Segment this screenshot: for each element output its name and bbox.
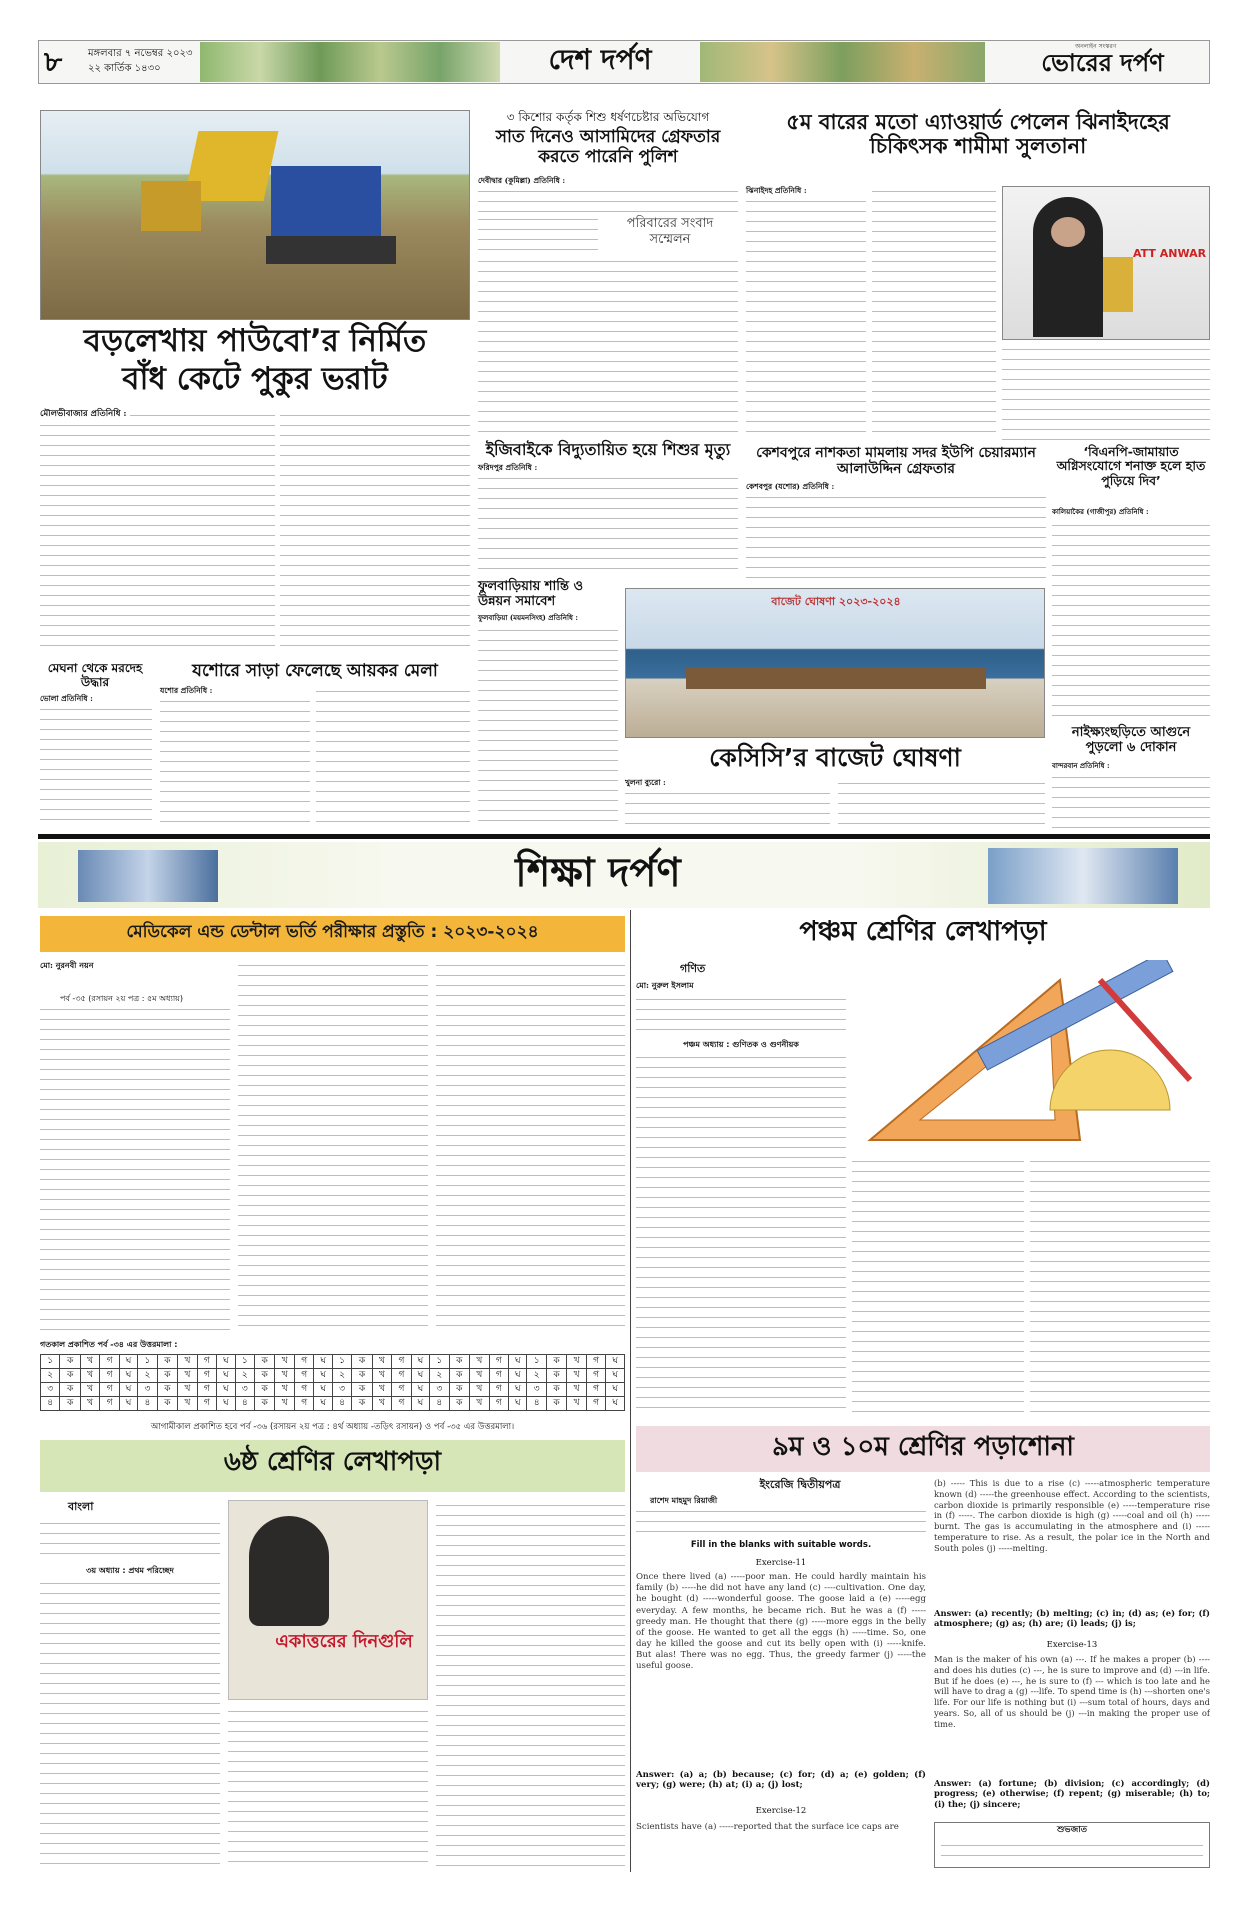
jessore-body-col1 (160, 696, 310, 824)
class5-subject: গণিত (680, 962, 706, 975)
answer-cell: খ (80, 1355, 100, 1369)
dam-byline: মৌলভীবাজার প্রতিনিধি : (40, 409, 127, 419)
answer-cell: ১ (138, 1355, 157, 1369)
answer-cell: ঘ (314, 1355, 332, 1369)
answer-cell: গ (392, 1355, 411, 1369)
answer-cell: ক (60, 1397, 81, 1411)
class9-intro (636, 1506, 926, 1536)
answer-cell: ৩ (41, 1383, 60, 1397)
answer-cell: ৩ (527, 1383, 546, 1397)
answer-cell: ঘ (119, 1383, 137, 1397)
answer-cell: ক (352, 1369, 373, 1383)
answer-cell: গ (294, 1397, 313, 1411)
answer-cell: ক (449, 1383, 470, 1397)
child-rape-inset: পরিবারের সংবাদ সম্মেলন (626, 216, 714, 248)
class9-author: রাশেদ মাহমুদ রিয়াজী (650, 1495, 718, 1505)
answer-cell: ঘ (217, 1355, 235, 1369)
answer-cell: ঘ (119, 1355, 137, 1369)
answer-cell: গ (392, 1369, 411, 1383)
award-body-col1 (746, 196, 866, 440)
geometry-illustration (850, 960, 1210, 1150)
answer-cell: ক (449, 1355, 470, 1369)
paper-tagline: অনলাইন সংস্করণ (1075, 43, 1117, 50)
answer-cell: ক (352, 1355, 373, 1369)
answer-cell: গ (197, 1397, 216, 1411)
answer-cell: খ (470, 1369, 490, 1383)
fulbari-byline: ফুলবাড়িয়া (ময়মনসিংহ) প্রতিনিধি : (478, 613, 578, 622)
class5-author: মো: নুরুল ইসলাম (636, 980, 694, 990)
award-headline: ৫ম বারের মতো এ্যাওয়ার্ড পেলেন ঝিনাইদহের চিকিৎসক শামীমা সুলতানা (786, 110, 1170, 159)
class6-body-col1 (40, 1578, 220, 1868)
answer-cell: গ (489, 1355, 508, 1369)
class9-col3-text: (b) ----- This is due to a rise (c) -----atmospheric temperature known (d) -----the greenhouse effect. According to the scientists, carbon dioxide is primarily responsible (e) -----temperature rise in (f) -----. The carbon dioxide is high (g) -----coal and oil (h) -----burnt. The gas is accumulating in the atmosphere and (i) -----temperature to rise. As a result, the polar ice in the North and South poles (j) -----melting. (934, 1478, 1210, 1553)
answer-cell: ক (60, 1355, 81, 1369)
class9-ex11-title: Exercise-11 (755, 1558, 807, 1568)
jessore-headline: যশোরে সাড়া ফেলেছে আয়কর মেলা (192, 661, 438, 681)
answer-cell: ঘ (411, 1355, 429, 1369)
answer-cell: ঘ (509, 1397, 527, 1411)
masthead-photo-strip-left (200, 42, 500, 82)
answer-cell: খ (372, 1397, 392, 1411)
shiksha-banner (38, 842, 1210, 908)
class9-title-bar (636, 1426, 1210, 1472)
kcc-byline: খুলনা ব্যুরো : (625, 778, 666, 787)
answer-cell: ক (157, 1355, 178, 1369)
answer-cell: গ (100, 1369, 119, 1383)
fulbari-body (478, 625, 618, 825)
medical-title: মেডিকেল এন্ড ডেন্টাল ভর্তি পরীক্ষার প্রস্তুতি : ২০২৩-২০২৪ (126, 922, 539, 942)
answer-cell: ক (546, 1355, 567, 1369)
class6-body-col3 (436, 1500, 625, 1868)
answer-cell: ২ (430, 1369, 449, 1383)
class9-ex13-answer: Answer: (a) fortune; (b) division; (c) accordingly; (d) progress; (e) otherwise; (f) repent; (g) miserable; (h) to; (i) the; (j) sincere; (934, 1778, 1210, 1809)
answer-cell: ক (352, 1383, 373, 1397)
answer-cell: খ (80, 1397, 100, 1411)
answer-cell: খ (275, 1355, 295, 1369)
answer-row (41, 1369, 625, 1383)
answer-cell: ১ (527, 1355, 546, 1369)
answer-cell: খ (178, 1369, 198, 1383)
class5-intro (636, 994, 846, 1034)
answer-cell: ঘ (606, 1383, 625, 1397)
dam-body-col1a (40, 420, 130, 652)
child-rape-body (478, 256, 738, 436)
answer-cell: গ (586, 1383, 605, 1397)
class9-ex11-text: Once there lived (a) -----poor man. He could hardly maintain his family (b) -----he did not have any land (c) ----cultivation. One day, he bought (d) -----wonderful goose. The goose laid a (e) -----egg everyday. A few months, he became rich. But he was a (f) -----greedy man. He thought that there (g) -----more eggs in the belly of the goose. He wanted to get all the eggs (h) -----time. So, one day he killed the goose and cut its belly open with (i) -----knife. But alas! There was no egg. Thus, the greedy farmer (j) -----the useful goose. (636, 1572, 926, 1672)
answer-cell: ঘ (509, 1369, 527, 1383)
answer-cell: খ (470, 1383, 490, 1397)
answer-cell: ঘ (314, 1383, 332, 1397)
answer-cell: ১ (332, 1355, 351, 1369)
answer-cell: খ (567, 1355, 587, 1369)
class9-col3-answer: Answer: (a) recently; (b) melting; (c) in; (d) as; (e) for; (f) atmosphere; (g) as; (h) are; (i) leads; (j) is; (934, 1608, 1210, 1629)
answer-cell: ঘ (217, 1397, 235, 1411)
medical-title-bar (40, 916, 625, 952)
answer-cell: খ (275, 1383, 295, 1397)
answer-cell: গ (100, 1355, 119, 1369)
answer-cell: ঘ (314, 1397, 332, 1411)
kcc-body-col2 (838, 778, 1045, 828)
keshabpur-byline: কেশবপুর (যশোর) প্রতিনিধি : (746, 482, 835, 491)
answer-cell: খ (178, 1383, 198, 1397)
class9-instruction: Fill in the blanks with suitable words. (690, 1540, 872, 1550)
answer-cell: ঘ (411, 1383, 429, 1397)
class9-title: ৯ম ও ১০ম শ্রেণির পড়াশোনা (772, 1432, 1074, 1462)
answer-cell: গ (100, 1397, 119, 1411)
class5-chapter: পঞ্চম অধ্যায় : গুণিতক ও গুণনীয়ক (683, 1040, 799, 1049)
jessore-byline: যশোর প্রতিনিধি : (160, 686, 213, 695)
answer-cell: ৪ (235, 1397, 254, 1411)
fulbari-headline: ফুলবাড়িয়ায় শান্তি ও উন্নয়ন সমাবেশ (478, 579, 584, 609)
class5-questions-col1 (636, 1052, 846, 1412)
keshabpur-body (746, 492, 1046, 582)
answer-cell: ক (254, 1383, 275, 1397)
answer-cell: খ (470, 1355, 490, 1369)
fire-body (1052, 772, 1210, 828)
answer-cell: গ (586, 1397, 605, 1411)
answer-cell: গ (489, 1383, 508, 1397)
answer-cell: খ (470, 1397, 490, 1411)
answer-cell: ক (157, 1369, 178, 1383)
answer-cell: গ (294, 1355, 313, 1369)
date-line-bangla: ২২ কার্তিক ১৪৩০ (88, 63, 161, 74)
kcc-headline: কেসিসি’র বাজেট ঘোষণা (709, 743, 961, 772)
answer-cell: ঘ (411, 1369, 429, 1383)
answer-cell: গ (294, 1369, 313, 1383)
answer-cell: গ (489, 1369, 508, 1383)
notice-title: শুভজাত (1056, 1825, 1088, 1835)
class6-title: ৬ষ্ঠ শ্রেণির লেখাপড়া (223, 1447, 442, 1477)
answer-cell: খ (275, 1397, 295, 1411)
answer-cell: ক (254, 1397, 275, 1411)
answer-row (41, 1397, 625, 1411)
answer-cell: ১ (430, 1355, 449, 1369)
class6-chapter: ৩য় অধ্যায় : প্রথম পরিচ্ছেদ (86, 1566, 174, 1575)
dam-body-col2 (280, 410, 470, 652)
class6-book-cover (228, 1500, 428, 1700)
kcc-budget-photo (625, 588, 1045, 738)
answer-cell: গ (197, 1355, 216, 1369)
answer-cell: ৩ (138, 1383, 157, 1397)
answer-cell: ক (449, 1397, 470, 1411)
answer-cell: ঘ (217, 1383, 235, 1397)
answer-cell: ৪ (41, 1397, 60, 1411)
answer-row (41, 1355, 625, 1369)
answer-cell: ক (352, 1397, 373, 1411)
answer-cell: খ (80, 1369, 100, 1383)
answer-cell: ক (546, 1369, 567, 1383)
award-byline: ঝিনাইদহ প্রতিনিধি : (746, 186, 807, 195)
section-title: দেশ দর্পণ (548, 43, 652, 76)
medical-answers-table (40, 1354, 625, 1411)
class6-body-col2 (228, 1706, 428, 1868)
answer-cell: ঘ (509, 1355, 527, 1369)
fire-byline: বান্দরবান প্রতিনিধি : (1052, 761, 1110, 770)
class5-questions-col3 (1030, 1156, 1210, 1416)
answer-cell: ১ (235, 1355, 254, 1369)
meghna-byline: ভোলা প্রতিনিধি : (40, 694, 93, 703)
award-photo (1002, 186, 1210, 340)
excavator-photo (40, 110, 470, 320)
answer-cell: ৩ (430, 1383, 449, 1397)
electric-body (478, 473, 738, 575)
bnp-jamaat-headline: ‘বিএনপি-জামায়াত অগ্নিসংযোগে শনাক্ত হলে হাত পুড়িয়ে দিব’ (1056, 444, 1206, 488)
electric-headline: ইজিবাইকে বিদ্যুতায়িত হয়ে শিশুর মৃত্যু (485, 440, 731, 459)
section-divider (38, 834, 1210, 839)
answer-cell: ২ (332, 1369, 351, 1383)
award-body-col2 (872, 186, 996, 440)
answer-cell: ক (157, 1397, 178, 1411)
answer-cell: ঘ (119, 1369, 137, 1383)
answer-cell: খ (372, 1355, 392, 1369)
answer-cell: ক (157, 1383, 178, 1397)
child-rape-body-top (478, 186, 738, 214)
answer-cell: গ (197, 1369, 216, 1383)
child-rape-kicker: ৩ কিশোর কর্তৃক শিশু ধর্ষণচেষ্টার অভিযোগ (506, 110, 710, 124)
answer-cell: গ (586, 1369, 605, 1383)
medical-author: মো: নুরনবী নয়ন (40, 960, 94, 970)
medical-answers-title: গতকাল প্রকাশিত পর্ব -৩৪ এর উত্তরমালা : (40, 1340, 178, 1349)
bnp-jamaat-body (1052, 520, 1210, 720)
answer-cell: ঘ (411, 1397, 429, 1411)
answer-cell: ঘ (606, 1397, 625, 1411)
answer-cell: ক (60, 1369, 81, 1383)
answer-cell: খ (372, 1369, 392, 1383)
answer-cell: খ (178, 1397, 198, 1411)
answer-cell: ক (60, 1383, 81, 1397)
answer-cell: ক (546, 1397, 567, 1411)
meghna-headline: মেঘনা থেকে মরদেহ উদ্ধার (47, 661, 143, 689)
class6-subject: বাংলা (68, 1500, 94, 1513)
kcc-photo-caption: বাজেট ঘোষণা ২০২৩-২০২৪ (771, 595, 901, 608)
child-rape-byline: দেবীদ্বার (কুমিল্লা) প্রতিনিধি : (478, 176, 566, 185)
meghna-body (40, 704, 152, 824)
answer-cell: ঘ (314, 1369, 332, 1383)
answer-row (41, 1383, 625, 1397)
answer-cell: ৪ (527, 1397, 546, 1411)
medical-questions-col1 (40, 1004, 230, 1334)
page-number: ৮ (44, 45, 63, 78)
medical-questions-col2 (238, 960, 428, 1334)
date-line: মঙ্গলবার ৭ নভেম্বর ২০২৩ (88, 48, 193, 59)
class5-title: পঞ্চম শ্রেণির লেখাপড়া (799, 916, 1047, 947)
class9-ex13-title: Exercise-13 (1046, 1640, 1098, 1650)
answer-cell: ২ (235, 1369, 254, 1383)
notice-box (934, 1822, 1210, 1868)
jessore-body-col2 (316, 686, 470, 824)
award-photo-caption: ATT ANWAR (1133, 247, 1207, 260)
class9-subject: ইংরেজি দ্বিতীয়পত্র (759, 1478, 841, 1491)
answer-cell: খ (275, 1369, 295, 1383)
answer-cell: ক (254, 1355, 275, 1369)
class6-book-title: একাত্তরের দিনগুলি (275, 1631, 413, 1652)
answer-cell: ক (449, 1369, 470, 1383)
answer-cell: ঘ (119, 1397, 137, 1411)
answer-cell: গ (100, 1383, 119, 1397)
answer-cell: ঘ (217, 1369, 235, 1383)
answer-cell: গ (392, 1383, 411, 1397)
class9-ex12-text: Scientists have (a) -----reported that the surface ice caps are (636, 1822, 899, 1832)
answer-cell: খ (178, 1355, 198, 1369)
award-body-col3 (1002, 344, 1210, 440)
keshabpur-headline: কেশবপুরে নাশকতা মামলায় সদর ইউপি চেয়ারম্যান আলাউদ্দিন গ্রেফতার (756, 445, 1036, 478)
child-rape-headline: সাত দিনেও আসামিদের গ্রেফতার করতে পারেনি পুলিশ (495, 127, 721, 167)
bnp-jamaat-byline: কালিয়াকৈর (গাজীপুর) প্রতিনিধি : (1052, 507, 1149, 516)
class6-title-bar (40, 1440, 625, 1492)
answer-cell: ৪ (332, 1397, 351, 1411)
answer-cell: ঘ (606, 1355, 625, 1369)
answer-cell: খ (567, 1369, 587, 1383)
answer-cell: ৪ (430, 1397, 449, 1411)
fire-headline: নাইক্ষ্যংছড়িতে আগুনে পুড়লো ৬ দোকান (1071, 725, 1191, 755)
answer-cell: ঘ (509, 1383, 527, 1397)
class9-ex11-answer: Answer: (a) a; (b) because; (c) for; (d) a; (e) golden; (f) very; (g) were; (h) at; (i) a; (j) lost; (636, 1770, 926, 1791)
medical-footer: আগামীকাল প্রকাশিত হবে পর্ব -৩৬ (রসায়ন ২য় পত্র : ৪র্থ অধ্যায় -তড়িৎ রসায়ন) ও পর্ব -৩৫ এর উত্তরমালা। (150, 1422, 515, 1432)
answer-cell: গ (197, 1383, 216, 1397)
answer-cell: গ (294, 1383, 313, 1397)
class5-questions-col2 (852, 1156, 1024, 1416)
answer-cell: খ (80, 1383, 100, 1397)
child-rape-body-mid (478, 214, 598, 254)
answer-cell: খ (567, 1397, 587, 1411)
answer-cell: গ (392, 1397, 411, 1411)
paper-name: ভোরের দর্পণ (1041, 49, 1164, 77)
shiksha-title: শিক্ষা দর্পণ (515, 850, 681, 896)
dam-body-col1 (130, 410, 275, 652)
medical-questions-col3 (436, 960, 625, 1334)
answer-cell: ৪ (138, 1397, 157, 1411)
answer-cell: ক (254, 1369, 275, 1383)
kcc-body-col1 (625, 788, 830, 828)
answer-cell: ২ (41, 1369, 60, 1383)
answer-cell: ২ (527, 1369, 546, 1383)
medical-part: পর্ব -৩৫ (রসায়ন ২য় পত্র : ৫ম অধ্যায়) (60, 994, 184, 1003)
masthead-photo-strip-right (700, 42, 985, 82)
answer-cell: ক (546, 1383, 567, 1397)
class9-ex13-text: Man is the maker of his own (a) ---. If he makes a proper (b) ---- and does his duties (c) ---, he is sure to improve and (d) ---in life. But if he does (e) ---, he is sure to (f) --- which is too late and he will have to drag a (g) ---life. To spend time is (h) ---shorten one's life. For our life is nothing but (i) ---sum total of hours, days and years. So, all of us should be (j) ---in making the proper use of time. (934, 1654, 1210, 1729)
answer-cell: খ (567, 1383, 587, 1397)
column-rule (630, 910, 631, 1872)
answer-cell: গ (586, 1355, 605, 1369)
dam-headline-1: বড়লেখায় পাউবো’র নির্মিত (83, 323, 427, 359)
answer-cell: গ (489, 1397, 508, 1411)
answer-cell: ঘ (606, 1369, 625, 1383)
dam-headline-2: বাঁধ কেটে পুকুর ভরাট (122, 361, 388, 397)
answer-cell: ২ (138, 1369, 157, 1383)
answer-cell: ৩ (235, 1383, 254, 1397)
class6-author (40, 1518, 220, 1558)
answer-cell: ১ (41, 1355, 60, 1369)
class9-ex12-title: Exercise-12 (755, 1806, 807, 1816)
answer-cell: ৩ (332, 1383, 351, 1397)
electric-byline: ফরিদপুর প্রতিনিধি : (478, 463, 538, 472)
answer-cell: খ (372, 1383, 392, 1397)
